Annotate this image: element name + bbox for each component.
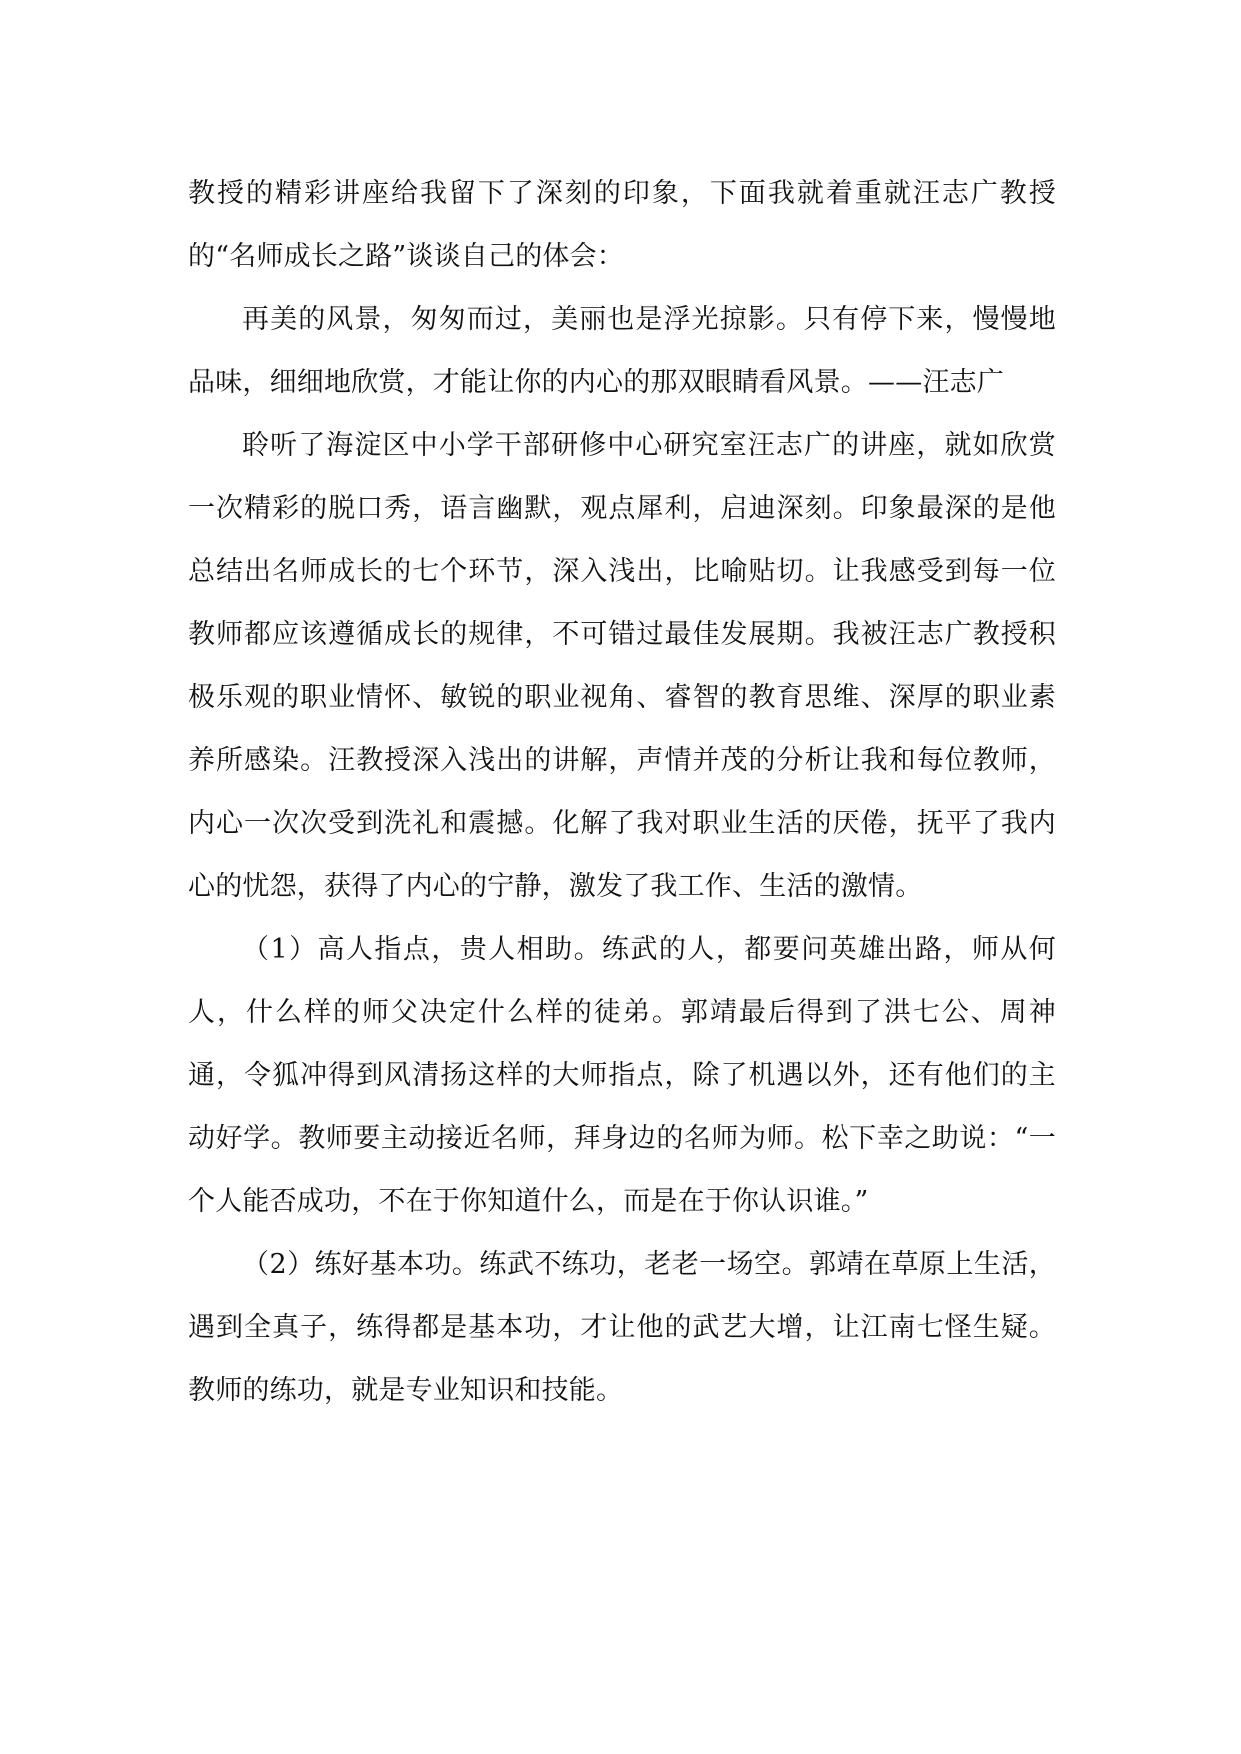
paragraph-intro: 教授的精彩讲座给我留下了深刻的印象，下面我就着重就汪志广教授的“名师成长之路”谈谈自己的体会： bbox=[188, 178, 1056, 272]
paragraph-point-1: （1）高人指点，贵人相助。练武的人，都要问英雄出路，师从何人，什么样的师父决定什么样的徒弟。郭靖最后得到了洪七公、周神通，令狐冲得到风清扬这样的大师指点，除了机遇以外，还有他们的主动好学。教师要主动接近名师，拜身边的名师为师。松下幸之助说：“一个人能否成功，不在于你知道什么，而是在于你认识谁。” bbox=[188, 934, 1056, 1217]
paragraph-lecture-impression: 聆听了海淀区中小学干部研修中心研究室汪志广的讲座，就如欣赏一次精彩的脱口秀，语言幽默，观点犀利，启迪深刻。印象最深的是他总结出名师成长的七个环节，深入浅出，比喻贴切。让我感受到每一位教师都应该遵循成长的规律，不可错过最佳发展期。我被汪志广教授积极乐观的职业情怀、敏锐的职业视角、睿智的教育思维、深厚的职业素养所感染。汪教授深入浅出的讲解，声情并茂的分析让我和每位教师，内心一次次受到洗礼和震撼。化解了我对职业生活的厌倦，抚平了我内心的忧怨，获得了内心的宁静，激发了我工作、生活的激情。 bbox=[188, 430, 1056, 902]
document-body bbox=[188, 162, 1056, 1422]
paragraph-quote: 再美的风景，匆匆而过，美丽也是浮光掠影。只有停下来，慢慢地品味，细细地欣赏，才能让你的内心的那双眼睛看风景。——汪志广 bbox=[188, 304, 1056, 398]
paragraph-point-2: （2）练好基本功。练武不练功，老老一场空。郭靖在草原上生活，遇到全真子，练得都是基本功，才让他的武艺大增，让江南七怪生疑。教师的练功，就是专业知识和技能。 bbox=[188, 1249, 1056, 1406]
